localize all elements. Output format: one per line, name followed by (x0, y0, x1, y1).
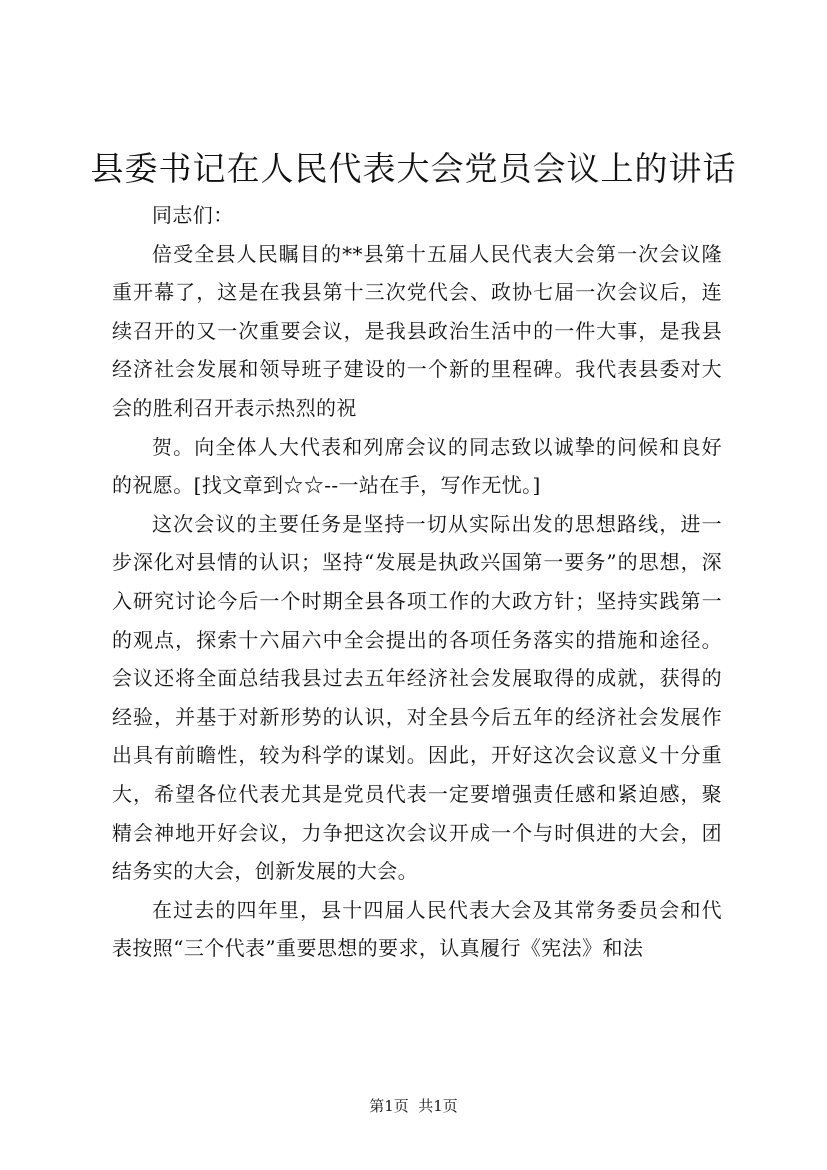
page-number: 第1页 共1页 (369, 1097, 458, 1115)
document-body (112, 196, 722, 968)
paragraph: 倍受全县人民瞩目的**县第十五届人民代表大会第一次会议隆重开幕了，这是在我县第十三次党代会、政协七届一次会议后，连续召开的又一次重要会议，是我县政治生活中的一件大事，是我县经济社会发展和领导班子建设的一个新的里程碑。我代表县委对大会的胜利召开表示热烈的祝 (112, 241, 722, 420)
greeting: 同志们： (152, 203, 234, 227)
paragraph: 这次会议的主要任务是坚持一切从实际出发的思想路线，进一步深化对县情的认识；坚持“发展是执政兴国第一要务”的思想，深入研究讨论今后一个时期全县各项工作的大政方针；坚持实践第一的观点，探索十六届六中全会提出的各项任务落实的措施和途径。会议还将全面总结我县过去五年经济社会发展取得的成就，获得的经验，并基于对新形势的认识，对全县今后五年的经济社会发展作出具有前瞻性，较为科学的谋划。因此，开好这次会议意义十分重大，希望各位代表尤其是党员代表一定要增强责任感和紧迫感，聚精会神地开好会议，力争把这次会议开成一个与时俱进的大会，团结务实的大会，创新发展的大会。 (112, 511, 722, 884)
paragraph: 贺。向全体人大代表和列席会议的同志致以诚挚的问候和良好的祝愿。[找文章到☆☆--一站在手，写作无忧。] (112, 434, 722, 498)
paragraph: 在过去的四年里，县十四届人民代表大会及其常务委员会和代表按照“三个代表”重要思想的要求，认真履行《宪法》和法 (112, 897, 722, 961)
document-title: 县委书记在人民代表大会党员会议上的讲话 (90, 149, 737, 188)
page-footer (0, 1096, 827, 1116)
